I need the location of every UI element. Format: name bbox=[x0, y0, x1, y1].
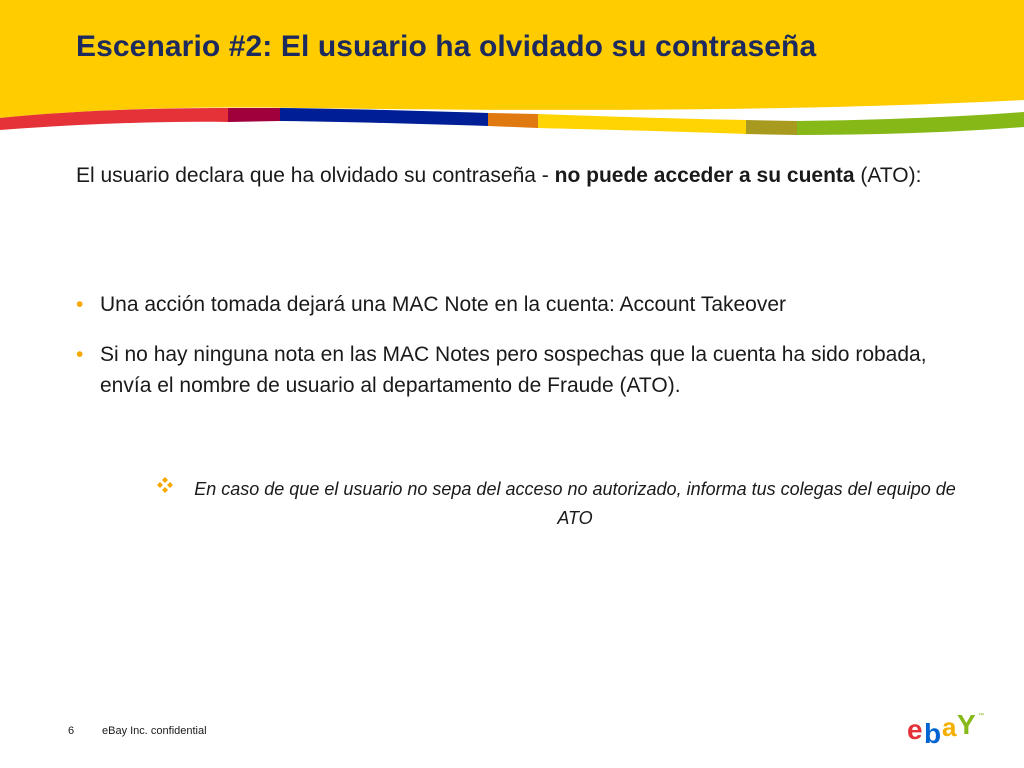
bullet-text: Una acción tomada dejará una MAC Note en la cuenta: Account Takeover bbox=[100, 293, 787, 316]
confidential-label: eBay Inc. confidential bbox=[102, 725, 207, 737]
bullet-item bbox=[76, 339, 976, 401]
color-stripe bbox=[0, 108, 1024, 135]
diamond-bullet-icon bbox=[156, 476, 174, 494]
intro-text-after: (ATO): bbox=[854, 164, 922, 187]
intro-bold-text: no puede acceder a su cuenta bbox=[554, 164, 855, 187]
bullet-dot-icon: • bbox=[76, 343, 84, 366]
svg-text:™: ™ bbox=[978, 713, 984, 719]
svg-text:b: b bbox=[924, 718, 942, 745]
ebay-logo bbox=[905, 705, 985, 745]
bullet-dot-icon: • bbox=[76, 293, 84, 316]
svg-text:a: a bbox=[942, 712, 957, 742]
slide-title: Escenario #2: El usuario ha olvidado su contraseña bbox=[76, 30, 817, 63]
bullet-text: Si no hay ninguna nota en las MAC Notes pero sospechas que la cuenta ha sido robada, envía el nombre de usuario al departamento de Fraude (ATO). bbox=[100, 343, 927, 397]
svg-text:e: e bbox=[907, 714, 923, 745]
page-number: 6 bbox=[68, 725, 75, 737]
svg-text:Y: Y bbox=[957, 709, 976, 740]
bullet-list bbox=[76, 289, 976, 420]
intro-text: El usuario declara que ha olvidado su contraseña - bbox=[76, 164, 555, 187]
note-callout bbox=[150, 475, 970, 533]
header-band bbox=[0, 0, 1024, 135]
intro-paragraph bbox=[76, 160, 956, 191]
note-text: En caso de que el usuario no sepa del acceso no autorizado, informa tus colegas del equipo de ATO bbox=[194, 479, 956, 528]
bullet-item bbox=[76, 289, 976, 320]
